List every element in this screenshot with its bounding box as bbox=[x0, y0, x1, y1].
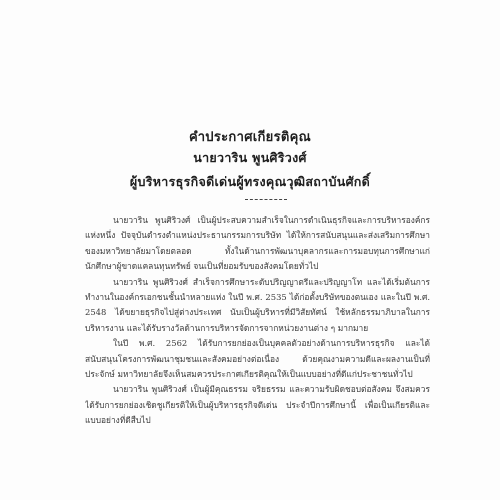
document-body bbox=[85, 213, 430, 503]
section-divider bbox=[245, 199, 287, 200]
honoree-role: ผู้บริหารธุรกิจดีเด่นผู้ทรงคุณวุฒิสถาบันศักดิ์ bbox=[129, 174, 371, 189]
paragraph-2: นายวาริน พูนศิริวงศ์ สำเร็จการศึกษาระดับปริญญาตรีและปริญญาโท และได้เริ่มต้นการทำงานในองค์กรเอกชนชั้นนำหลายแห่ง ในปี พ.ศ. 2535 ได้ก่อตั้งบริษัทของตนเอง และในปี พ.ศ. 2548 ได้ขยายธุรกิจไปสู่ต่างประเทศ นับเป็นผู้บริหารที่มีวิสัยทัศน์ ใช้หลักธรรมาภิบาลในการบริหารงาน และได้รับรางวัลด้านการบริหารจัดการจากหน่วยงานต่าง ๆ มากมาย bbox=[85, 276, 430, 333]
document-title: คำประกาศเกียรติคุณ bbox=[189, 130, 311, 145]
honoree-name: นายวาริน พูนศิริวงศ์ bbox=[193, 150, 307, 165]
paragraph-1: นายวาริน พูนศิริวงศ์ เป็นผู้ประสบความสำเร็จในการดำเนินธุรกิจและการบริหารองค์กรแห่งหนึ่ง ปัจจุบันดำรงตำแหน่งประธานกรรมการบริษัท ได้ให้การสนับสนุนและส่งเสริมการศึกษาของมหาวิทยาลัยมาโดยตลอด ทั้งในด้านการพัฒนาบุคลากรและการมอบทุนการศึกษาแก่นักศึกษาผู้ขาดแคลนทุนทรัพย์ จนเป็นที่ยอมรับของสังคมโดยทั่วไป bbox=[85, 215, 430, 272]
paragraph-3: ในปี พ.ศ. 2562 ได้รับการยกย่องเป็นบุคคลตัวอย่างด้านการบริหารธุรกิจ และได้สนับสนุนโครงการพัฒนาชุมชนและสังคมอย่างต่อเนื่อง ด้วยคุณงามความดีและผลงานเป็นที่ประจักษ์ มหาวิทยาลัยจึงเห็นสมควรประกาศเกียรติคุณให้เป็นแบบอย่างที่ดีแก่ประชาชนทั่วไป bbox=[85, 338, 430, 380]
paragraph-4: นายวาริน พูนศิริวงศ์ เป็นผู้มีคุณธรรม จริยธรรม และความรับผิดชอบต่อสังคม จึงสมควรได้รับการยกย่องเชิดชูเกียรติให้เป็นผู้บริหารธุรกิจดีเด่น ประจำปีการศึกษานี้ เพื่อเป็นเกียรติและแบบอย่างที่ดีสืบไป bbox=[85, 384, 430, 426]
